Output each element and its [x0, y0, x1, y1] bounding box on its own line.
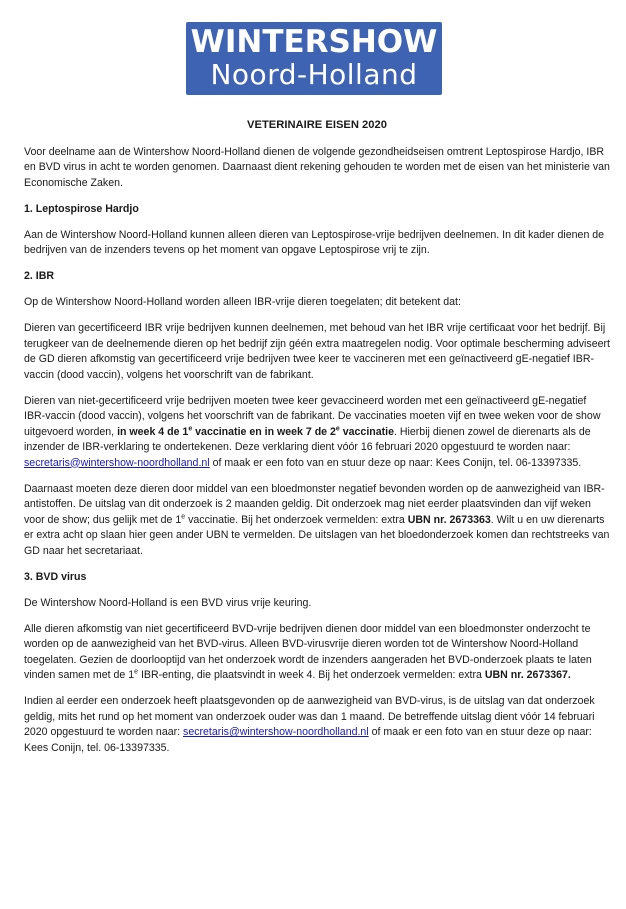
- text-run: vaccinatie en in week 7 de 2: [192, 425, 336, 438]
- superscript: e: [181, 512, 186, 520]
- ubn-number-bvd: UBN nr. 2673367.: [484, 669, 571, 681]
- document-body: [24, 118, 610, 767]
- secretaris-email-link[interactable]: secretaris@wintershow-noordholland.nl: [24, 456, 210, 469]
- bold-run: [117, 426, 394, 438]
- section-2-heading: 2. IBR: [24, 270, 55, 282]
- superscript: e: [335, 424, 340, 432]
- section-2-paragraph-1: Op de Wintershow Noord-Holland worden alleen IBR-vrije dieren toegelaten; dit betekent dat:: [24, 296, 461, 308]
- section-2-paragraph-2: Dieren van gecertificeerd IBR vrije bedrijven kunnen deelnemen, met behoud van het IBR vrije certificaat voor het bedrijf. Bij terugkeer van de deelnemende dieren op het bedrijf zijn géén extra maatregelen nodig. Voor optimale bescherming adviseert de GD dieren afkomstig van gecertificeerd vrije bedrijven twee keer te vaccineren met een geïnactiveerd gE-negatief IBR-vaccin (dood vaccin), volgens het voorschrift van de fabrikant.: [24, 322, 610, 381]
- section-3-paragraph-3: [24, 694, 610, 756]
- text-run: IBR-enting, die plaatsvindt in week 4. Bij het onderzoek vermelden: extra: [138, 669, 485, 681]
- text-run: . Hierbij dienen zowel de dierenarts als de inzender de IBR-verklaring te ondertekenen. Deze verklaring dient vóór 16 februari 2020 opgestuurd te worden naar:: [24, 425, 591, 453]
- logo-line-1: WINTERSHOW: [190, 24, 438, 60]
- text-run: . Wilt u en uw dierenarts er extra acht op slaan hier geen ander UBN te vermelden. De uitslagen van het bloedonderzoek komen dan rechtstreeks van GD naar het secretariaat.: [24, 513, 610, 557]
- text-run: vaccinatie: [339, 425, 394, 438]
- intro-paragraph: Voor deelname aan de Wintershow Noord-Holland dienen de volgende gezondheidseisen omtrent Leptospirose Hardjo, IBR en BVD virus in acht te worden genomen. Daarnaast dient rekening gehouden te worden met de eisen van het ministerie van Economische Zaken.: [24, 145, 610, 189]
- text-run: Daarnaast moeten deze dieren door middel van een bloedmonster negatief bevonden worden op de aanwezigheid van IBR-antistoffen. De uitslag van dit onderzoek is 2 maanden geldig. Dit onderzoek mag niet eerder plaatsvinden dan vijf weken voor de show; dus gelijk met de 1: [24, 482, 605, 526]
- ubn-number-ibr: UBN nr. 2673363: [407, 513, 491, 526]
- wintershow-logo: [186, 22, 442, 95]
- text-run: of maak er een foto van en stuur deze op naar: Kees Conijn, tel. 06-13397335.: [209, 456, 582, 469]
- text-run: Alle dieren afkomstig van niet gecertificeerd BVD-vrije bedrijven dienen door middel van een bloedmonster onderzocht te worden op de aanwezigheid van het BVD-virus. Alleen BVD-virusvrije dieren worden tot de Wintershow Noord-Holland toegelaten. Gezien de doorlooptijd van het onderzoek wordt de inzenders aangeraden het BVD-onderzoek plaats te laten vinden samen met de 1: [24, 622, 592, 681]
- text-run: vaccinatie. Bij het onderzoek vermelden: extra: [185, 513, 408, 526]
- section-2-paragraph-3: [24, 394, 610, 472]
- superscript: e: [134, 668, 139, 676]
- superscript: e: [188, 424, 193, 432]
- section-1-heading: 1. Leptospirose Hardjo: [24, 202, 139, 215]
- logo-line-2: Noord-Holland: [210, 58, 418, 91]
- text-run: of maak er een foto van en stuur deze op naar: Kees Conijn, tel. 06-13397335.: [24, 726, 592, 754]
- text-run: Dieren van niet-gecertificeerd vrije bedrijven moeten twee keer gevaccineerd worden met een geïnactiveerd gE-negatief IBR-vaccin (dood vaccin), volgens het voorschrift van de fabrikant. De vaccinaties moeten vijf en twee weken voor de show uitgevoerd worden,: [24, 394, 601, 438]
- section-2-paragraph-4: [24, 482, 610, 560]
- text-run: Indien al eerder een onderzoek heeft plaatsgevonden op de aanwezigheid van BVD-virus, is de uitslag van dat onderzoek geldig, mits het rund op het moment van onderzoek ouder was dan 1 maand. De betreffende uitslag dient vóór 14 februari 2020 opgestuurd te worden naar:: [24, 695, 595, 738]
- section-1-text: Aan de Wintershow Noord-Holland kunnen alleen dieren van Leptospirose-vrije bedrijven deelnemen. In dit kader dienen de bedrijven van de inzenders tevens op het moment van opgave Leptospirose vrij te zijn.: [24, 228, 605, 256]
- section-3-paragraph-2: [24, 622, 610, 684]
- section-3-heading: 3. BVD virus: [24, 570, 87, 583]
- page-title: VETERINAIRE EISEN 2020: [247, 119, 387, 131]
- secretaris-email-link[interactable]: secretaris@wintershow-noordholland.nl: [183, 726, 369, 738]
- text-run: in week 4 de 1: [117, 425, 189, 438]
- section-3-paragraph-1: De Wintershow Noord-Holland is een BVD virus vrije keuring.: [24, 596, 312, 609]
